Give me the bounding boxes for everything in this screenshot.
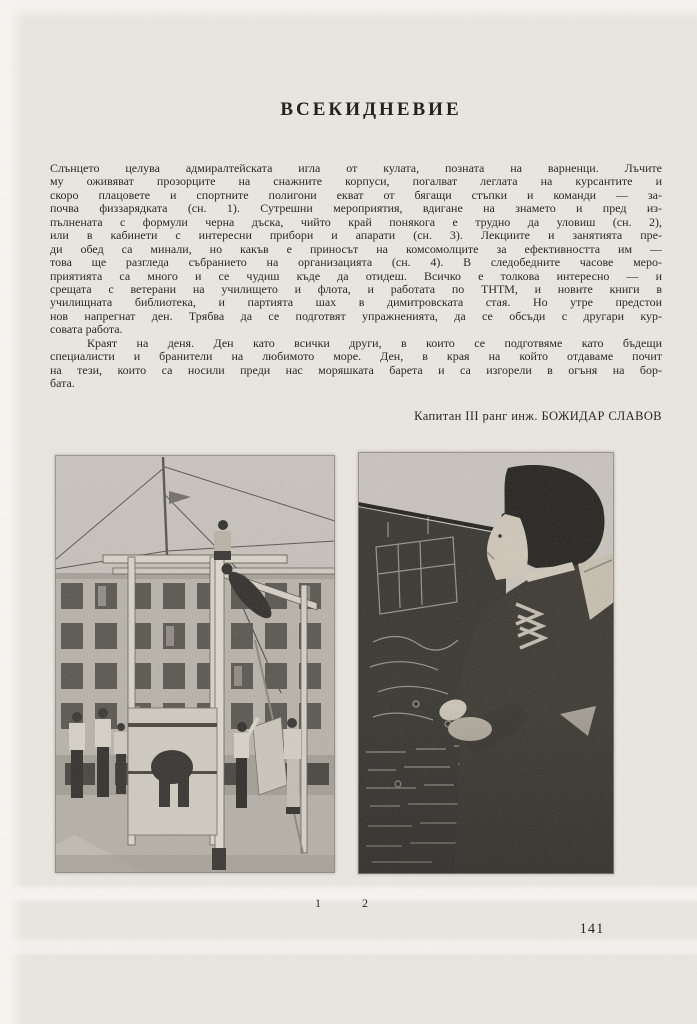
body-text-line: това ще разгледа събранието на организацията (сн. 4). В следобедните часове меро- xyxy=(50,256,662,270)
body-text-line: совата работа. xyxy=(50,323,123,337)
body-text-line: скоро плацовете и спортните полигони екват от бягащи стъпки и команди — за- xyxy=(50,188,662,202)
photo-training-mast xyxy=(55,455,335,873)
author-byline: Капитан III ранг инж. БОЖИДАР СЛАВОВ xyxy=(414,409,662,423)
figure-caption-1: 1 xyxy=(315,896,321,910)
body-text-line: почва физзарядката (сн. 1). Сутрешни мероприятия, вдигане на знамето и пред из- xyxy=(50,202,662,216)
body-text-line: срещата с ветерани на училището и флота, и работата по ТНТМ, и новите книги в xyxy=(50,282,662,296)
body-text-line: нов напрегнат ден. Трябва да се подготвят упражненията, да се обсъди с другари кур- xyxy=(50,309,662,323)
body-text-line: или в кабинети с интересни прибори и апарати (сн. 3). Лекциите и занятията пре- xyxy=(50,229,662,243)
body-text-line: приятията са много и се чудиш къде да отидеш. Всичко е толкова интересно — и xyxy=(50,269,662,283)
photo-cadet-blackboard xyxy=(358,452,614,874)
figure-caption-2: 2 xyxy=(362,896,368,910)
body-text-line: на тези, които са носили преди нас моряшката барета и са изгорели в огъня на бор- xyxy=(50,363,662,377)
page-title: ВСЕКИДНЕВИЕ xyxy=(280,98,462,120)
body-text-line: Краят на деня. Ден като всички други, в които се подготвяме като бъдещи xyxy=(87,336,662,350)
body-text-line: пълнената с формули черна дъска, чийто край понякога е трудно да уловиш (сн. 2), xyxy=(50,215,662,229)
body-text-line: му оживяват прозорците на снажните корпуси, погалват леглата на курсантите и xyxy=(50,175,662,189)
body-text-line: бата. xyxy=(50,377,75,390)
article-body xyxy=(50,162,662,390)
body-text-line: ди обед са минали, но какъв е приносът на комсомолците за ефективността им — xyxy=(50,242,662,256)
body-text-line: Слънцето целува адмиралтейската игла от кулата, позната на варненци. Лъчите xyxy=(50,162,662,175)
body-text-line: училищната библиотека, и партията шах в димитровската стая. Но утре предстои xyxy=(50,296,662,310)
page-number: 141 xyxy=(579,921,605,937)
body-text-line: специалисти и бранители на любимото море. Ден, в края на който отдаваме почит xyxy=(50,350,662,364)
